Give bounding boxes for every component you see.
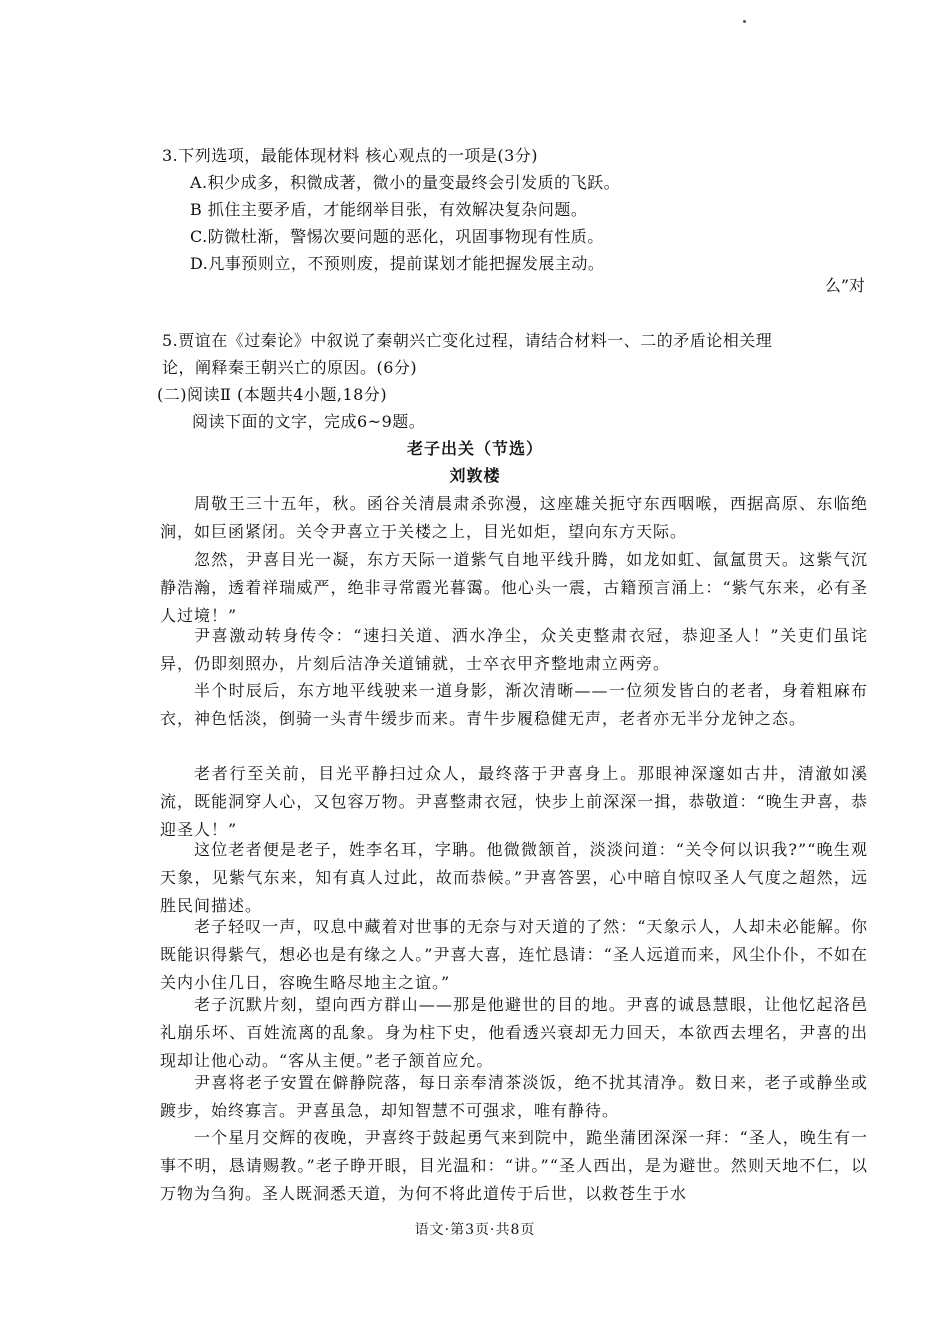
- page-footer: 语文·第3页·共8页: [414, 1222, 536, 1238]
- article-paragraph: 尹喜激动转身传令：“速扫关道、洒水净尘，众关吏整肃衣冠，恭迎圣人！”关吏们虽诧异，仍即刻照办，片刻后洁净关道铺就，士卒衣甲齐整地肃立两旁。: [160, 626, 868, 673]
- article-paragraph: 老子沉默片刻，望向西方群山——那是他避世的目的地。尹喜的诚恳慧眼，让他忆起洛邑礼崩乐坏、百姓流离的乱象。身为柱下史，他看透兴衰却无力回天，本欲西去埋名，尹喜的出现却让他心动。“客从主便。”老子颔首应允。: [160, 995, 868, 1070]
- section-heading: (二)阅读Ⅱ (本题共4小题,18分): [157, 385, 388, 404]
- article-paragraph: 这位老者便是老子，姓李名耳，字聃。他微微颔首，淡淡问道：“关令何以识我?”“晚生观天象，见紫气东来，知有真人过此，故而恭候。”尹喜答罢，心中暗自惊叹圣人气度之超然，远胜民间描述。: [160, 840, 868, 915]
- question-3-option-c: C.防微杜渐，警惕次要问题的恶化，巩固事物现有性质。: [190, 227, 604, 246]
- cropped-text-fragment: 么”对: [824, 276, 865, 295]
- question-5-line-1: 5.贾谊在《过秦论》中叙说了秦朝兴亡变化过程，请结合材料一、二的矛盾论相关理: [162, 331, 773, 350]
- article-paragraph: 老子轻叹一声，叹息中藏着对世事的无奈与对天道的了然：“天象示人，人却未必能解。你既能识得紫气，想必也是有缘之人。”尹喜大喜，连忙恳请：“圣人远道而来，风尘仆仆，不如在关内小住几日，容晚生略尽地主之谊。”: [160, 917, 868, 992]
- question-3-option-d: D.凡事预则立，不预则废，提前谋划才能把握发展主动。: [190, 254, 605, 273]
- article-paragraph: 尹喜将老子安置在僻静院落，每日亲奉清茶淡饭，绝不扰其清净。数日来，老子或静坐或踱步，始终寡言。尹喜虽急，却知智慧不可强求，唯有静待。: [160, 1073, 868, 1120]
- section-instruction: 阅读下面的文字，完成6~9题。: [192, 412, 426, 431]
- article-paragraph: 周敬王三十五年，秋。函谷关清晨肃杀弥漫，这座雄关扼守东西咽喉，西据高原、东临绝涧，如巨函紧闭。关令尹喜立于关楼之上，目光如炬，望向东方天际。: [160, 494, 868, 541]
- article-author: 刘敦楼: [449, 466, 501, 485]
- article-paragraph: 忽然，尹喜目光一凝，东方天际一道紫气自地平线升腾，如龙如虹、氤氲贯天。这紫气沉静浩瀚，透着祥瑞威严，绝非寻常霞光暮霭。他心头一震，古籍预言涌上：“紫气东来，必有圣人过境！”: [160, 550, 868, 625]
- article-paragraph: 半个时辰后，东方地平线驶来一道身影，渐次清晰——一位须发皆白的老者，身着粗麻布衣，神色恬淡，倒骑一头青牛缓步而来。青牛步履稳健无声，老者亦无半分龙钟之态。: [160, 681, 868, 728]
- question-3-option-b: B 抓住主要矛盾，才能纲举目张，有效解决复杂问题。: [190, 200, 588, 219]
- article-paragraph: 老者行至关前，目光平静扫过众人，最终落于尹喜身上。那眼神深邃如古井，清澈如溪流，既能洞穿人心，又包容万物。尹喜整肃衣冠，快步上前深深一揖，恭敬道：“晚生尹喜，恭迎圣人！”: [160, 764, 868, 839]
- question-3-stem: 3.下列选项，最能体现材料 核心观点的一项是(3分): [162, 146, 539, 165]
- question-3-option-a: A.积少成多，积微成著，微小的量变最终会引发质的飞跃。: [190, 173, 621, 192]
- scan-speck: [743, 20, 746, 23]
- question-5-line-2: 论，阐释秦王朝兴亡的原因。(6分): [162, 358, 418, 377]
- article-paragraph: 一个星月交辉的夜晚，尹喜终于鼓起勇气来到院中，跪坐蒲团深深一拜：“圣人，晚生有一事不明，恳请赐教。”老子睁开眼，目光温和：“讲。”“圣人西出，是为避世。然则天地不仁，以万物为刍狗。圣人既洞悉天道，为何不将此道传于后世，以救苍生于水: [160, 1128, 868, 1203]
- article-title: 老子出关（节选）: [406, 439, 543, 458]
